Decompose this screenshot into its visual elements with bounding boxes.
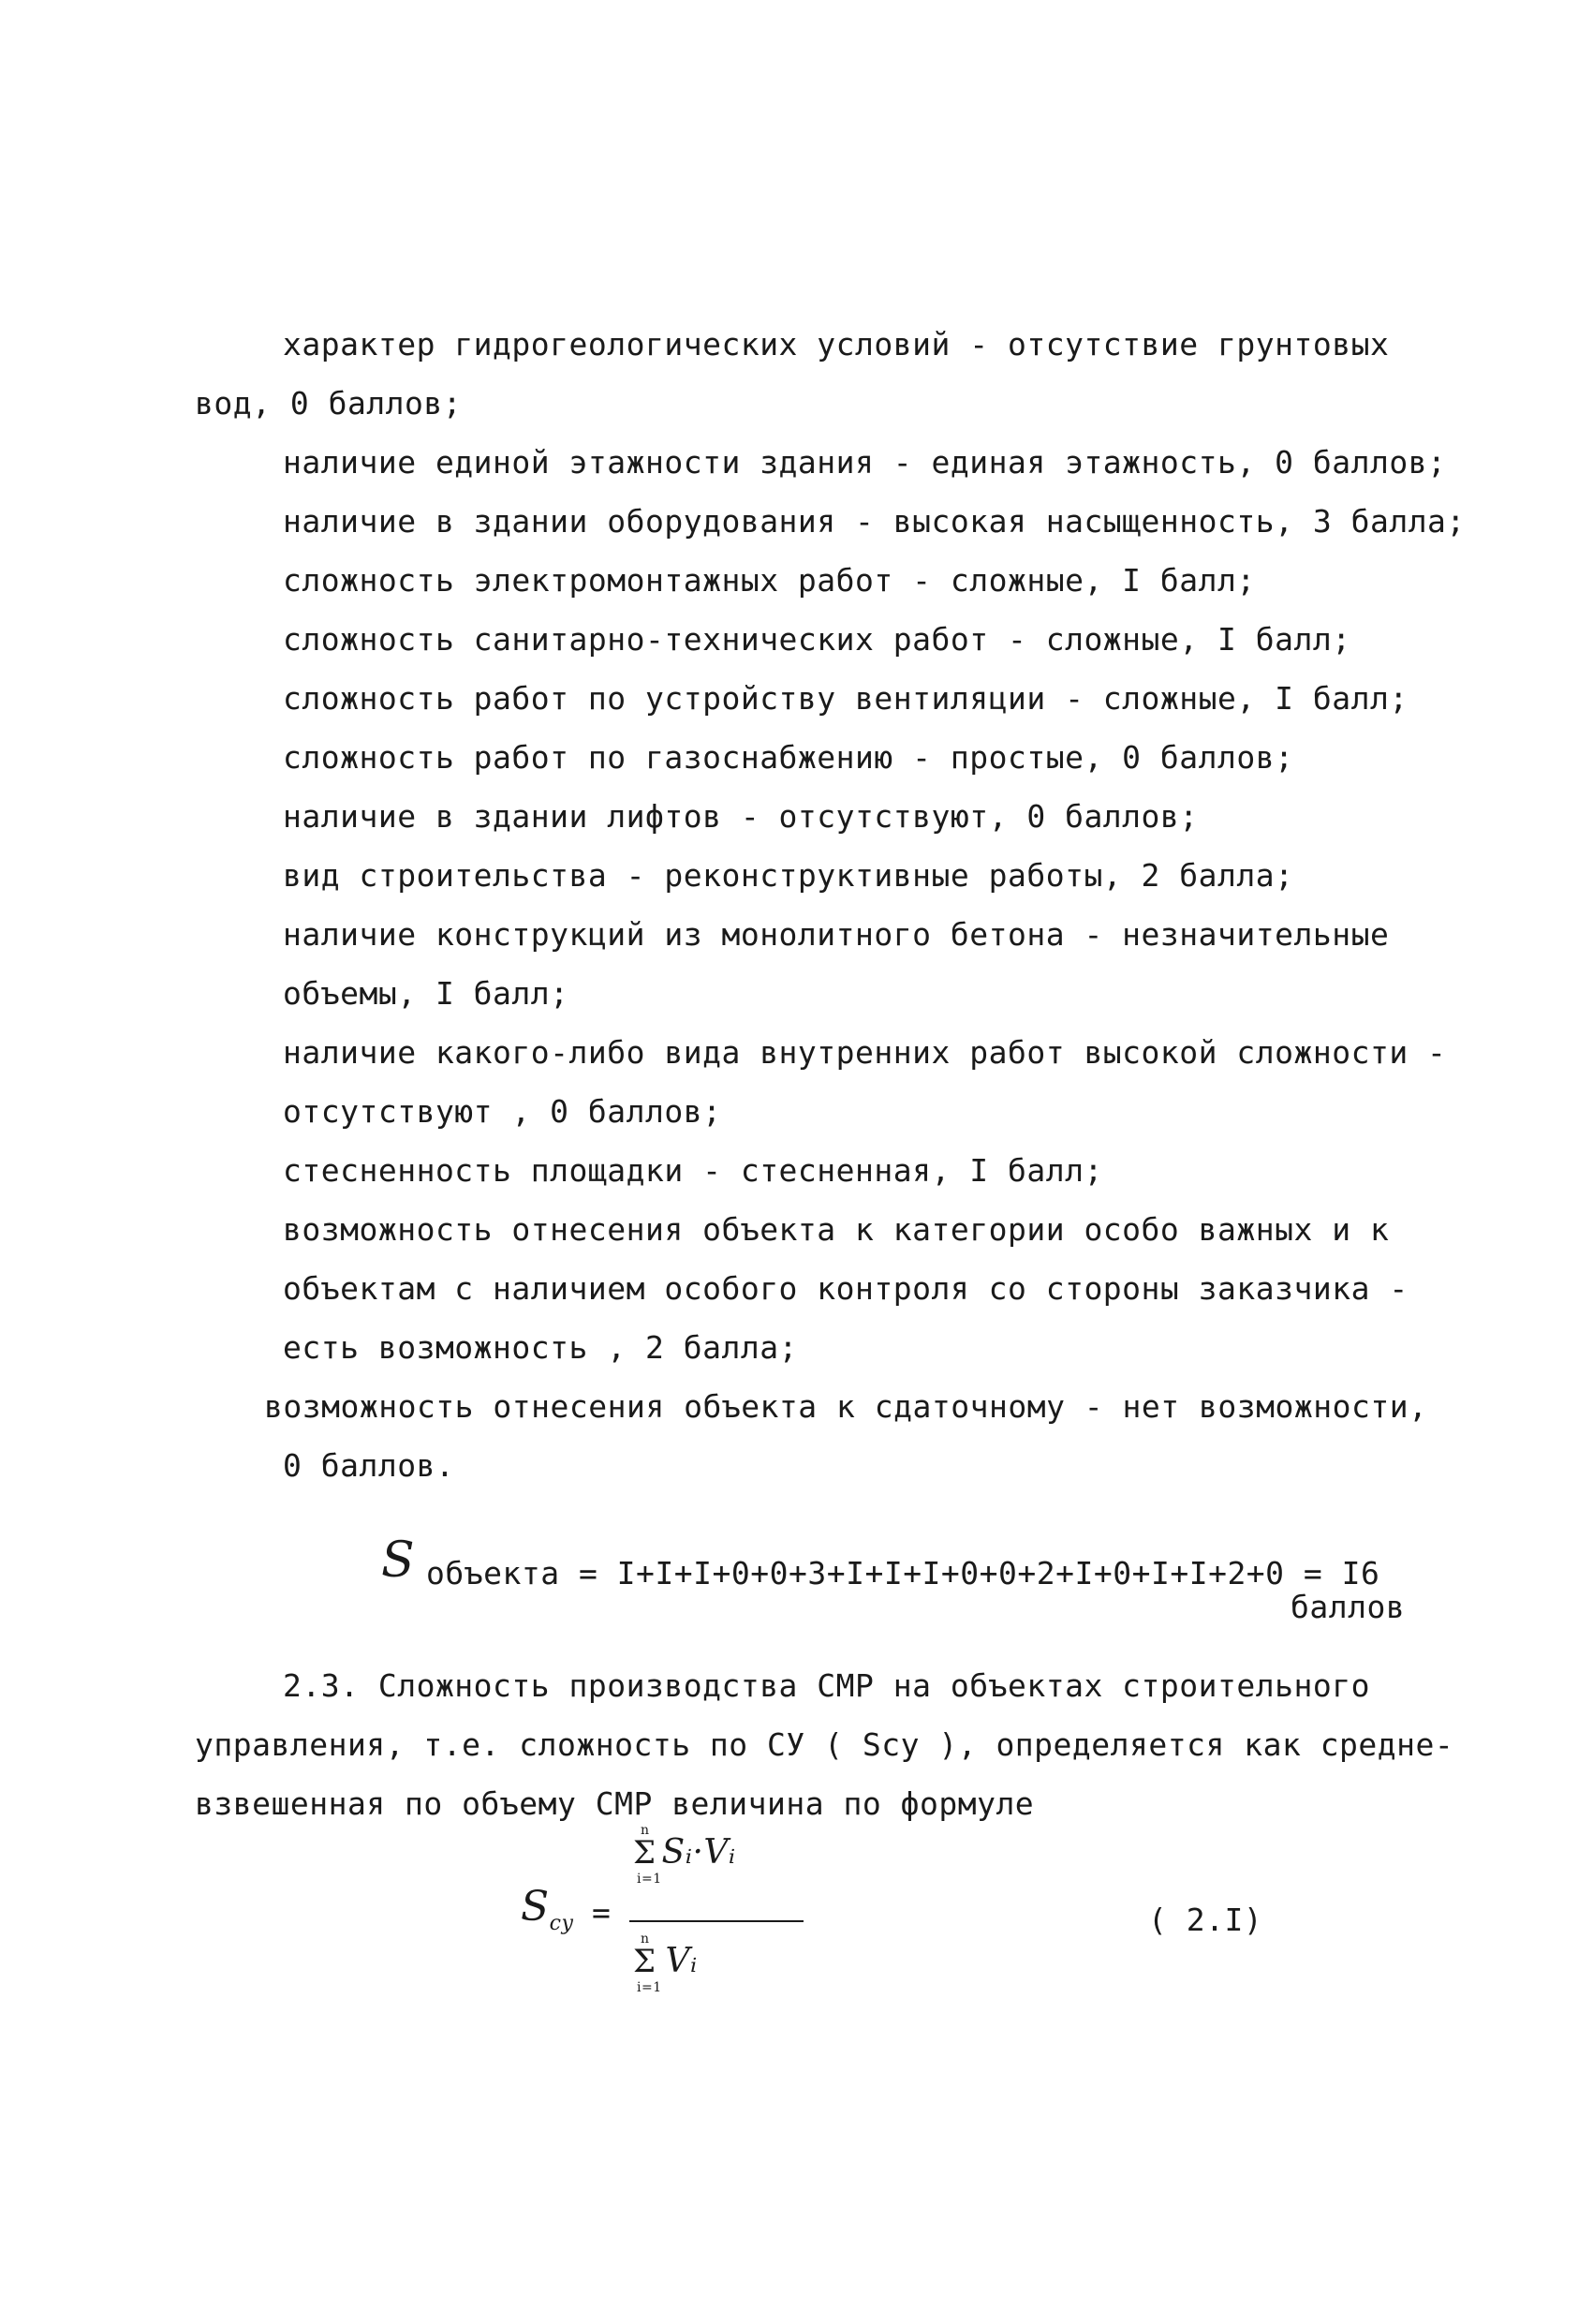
text-line: есть возможность , 2 балла; bbox=[283, 1329, 798, 1366]
text-line: объемы, I балл; bbox=[283, 975, 569, 1012]
text-line: управления, т.е. сложность по СУ ( Sсу ), определяется как средне- bbox=[195, 1726, 1454, 1763]
text-line: наличие в здании лифтов - отсутствуют, 0 баллов; bbox=[283, 798, 1199, 835]
text-line: сложность санитарно-технических работ - сложные, I балл; bbox=[283, 621, 1351, 658]
formula-lhs: $S_{су}$ bbox=[521, 1883, 574, 1935]
text-line: объектам с наличием особого контроля со стороны заказчика - bbox=[283, 1270, 1409, 1307]
text-line: стесненность площадки - стесненная, I балл; bbox=[283, 1152, 1103, 1189]
s-object-symbol: S bbox=[381, 1532, 416, 1589]
sum-upper-limit: n bbox=[641, 1823, 650, 1838]
text-line: отсутствуют , 0 баллов; bbox=[283, 1093, 722, 1130]
sum-lower-limit: i=1 bbox=[637, 1872, 662, 1887]
sum-upper-limit: n bbox=[641, 1932, 650, 1947]
text-line: сложность работ по устройству вентиляции - сложные, I балл; bbox=[283, 680, 1409, 717]
text-line: возможность отнесения объекта к сдаточному - нет возможности, bbox=[264, 1388, 1428, 1425]
sum-symbol: Σ bbox=[633, 1834, 656, 1872]
text-line: наличие какого-либо вида внутренних работ высокой сложности - bbox=[283, 1034, 1447, 1071]
s-object-formula: объекта = I+I+I+0+0+3+I+I+I+0+0+2+I+0+I+I+2+0 = I6 bbox=[426, 1555, 1380, 1591]
s-object-unit: баллов bbox=[1291, 1589, 1406, 1625]
sum-symbol: Σ bbox=[633, 1943, 656, 1980]
text-line: взвешенная по объему СМР величина по формуле bbox=[195, 1785, 1035, 1822]
text-line: наличие конструкций из монолитного бетона - незначительные bbox=[283, 916, 1390, 953]
text-line: вод, 0 баллов; bbox=[195, 385, 463, 422]
section-heading-line: 2.3. Сложность производства СМР на объектах строительного bbox=[283, 1667, 1370, 1704]
sum-lower-limit: i=1 bbox=[637, 1980, 662, 1995]
text-line: наличие единой этажности здания - единая этажность, 0 баллов; bbox=[283, 444, 1447, 481]
formula-equals: = bbox=[592, 1894, 612, 1931]
text-line: сложность электромонтажных работ - сложные, I балл; bbox=[283, 562, 1256, 599]
equation-number: ( 2.I) bbox=[1148, 1902, 1263, 1938]
fraction-bar bbox=[629, 1920, 804, 1922]
text-line: наличие в здании оборудования - высокая насыщенность, 3 балла; bbox=[283, 503, 1466, 540]
text-line: характер гидрогеологических условий - отсутствие грунтовых bbox=[283, 326, 1390, 363]
text-line: вид строительства - реконструктивные работы, 2 балла; bbox=[283, 857, 1294, 894]
formula-denominator: Σ Vᵢ bbox=[633, 1942, 698, 1980]
text-line: возможность отнесения объекта к категории особо важных и к bbox=[283, 1211, 1390, 1248]
text-line: 0 баллов. bbox=[283, 1447, 455, 1484]
formula-numerator: Σ Sᵢ·Vᵢ bbox=[633, 1833, 736, 1872]
text-line: сложность работ по газоснабжению - простые, 0 баллов; bbox=[283, 739, 1294, 776]
